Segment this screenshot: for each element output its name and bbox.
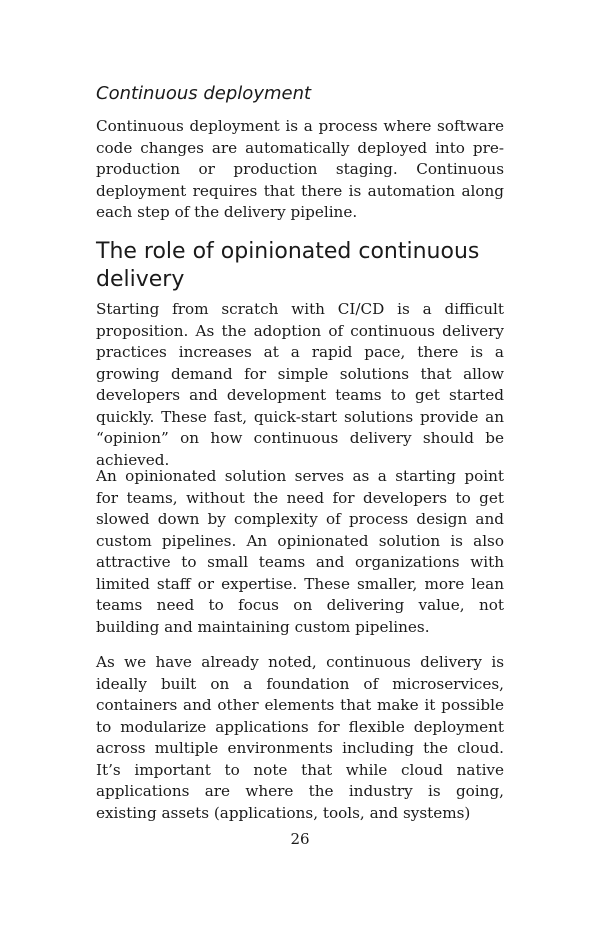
section-heading: The role of opinionated continuous delivery bbox=[96, 239, 480, 292]
paragraph: An opinionated solution serves as a starting point for teams, without the need for developers to get slowed down by complexity of process design and custom pipelines. An opinionated solution is also attractive to small teams and organizations with limited staff or expertise. These smaller, more lean teams need to focus on delivering value, not building and maintaining custom pipelines. bbox=[96, 467, 504, 636]
page-number: 26 bbox=[290, 830, 310, 848]
paragraph: As we have already noted, continuous delivery is ideally built on a foundation of microservices, containers and other elements that make it possible to modularize applications for flexible deployment across multiple environments including the cloud. It’s important to note that while cloud native applications are where the industry is going, existing assets (applications, tools, and systems) bbox=[96, 653, 504, 822]
paragraph-continuous-deployment: Continuous deployment is a process where software code changes are automatically deployed into pre-production or production staging. Continuous deployment requires that there is automation along each step of the delivery pipeline. bbox=[96, 117, 504, 221]
paragraph: Starting from scratch with CI/CD is a difficult proposition. As the adoption of continuous delivery practices increases at a rapid pace, there is a growing demand for simple solutions that allow developers and development teams to get started quickly. These fast, quick-start solutions provide an “opinion” on how continuous delivery should be achieved. bbox=[96, 300, 504, 469]
subheading-continuous-deployment: Continuous deployment bbox=[96, 83, 312, 104]
